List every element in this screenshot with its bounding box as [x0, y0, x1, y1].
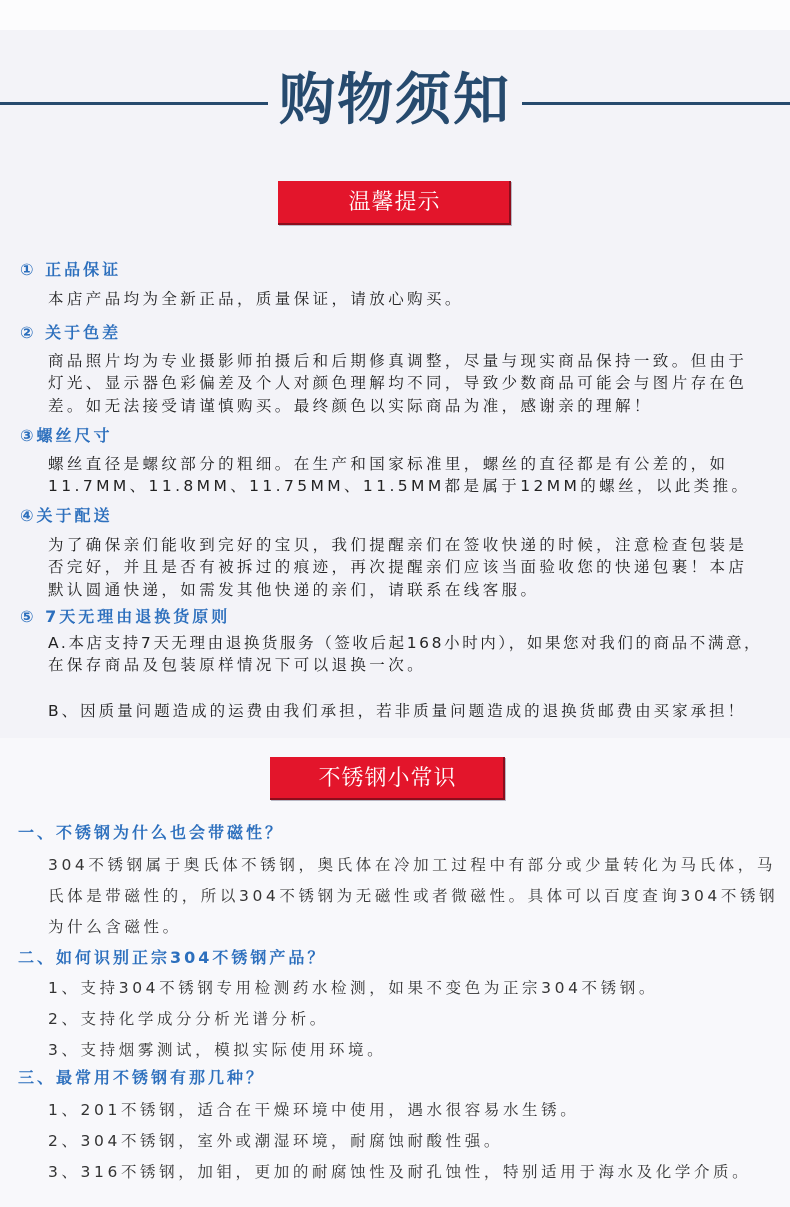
knowledge-heading-common-types: 三、最常用不锈钢有那几种？ — [18, 1068, 266, 1087]
top-band — [0, 0, 790, 30]
section-heading-color-difference: ② 关于色差 — [20, 323, 122, 342]
knowledge-heading-identify-304: 二、如何识别正宗304不锈钢产品？ — [18, 948, 327, 967]
page-title: 购物须知 — [279, 68, 511, 133]
tips-banner: 温馨提示 — [278, 181, 511, 225]
body-line: A.本店支持7天无理由退换货服务（签收后起168小时内），如果您对我们的商品不满意， — [48, 634, 763, 652]
section-heading-delivery: ④关于配送 — [20, 506, 113, 525]
body-line: 默认圆通快递，如需发其他快递的亲们，请联系在线客服。 — [48, 581, 540, 599]
body-line: 11.7MM、11.8MM、11.75MM、11.5MM都是属于12MM的螺丝，以此类推。 — [48, 477, 751, 495]
list-item: 3、316不锈钢，加钼，更加的耐腐蚀性及耐孔蚀性，特别适用于海水及化学介质。 — [48, 1163, 752, 1181]
body-line: 螺丝直径是螺纹部分的粗细。在生产和国家标准里，螺丝的直径都是有公差的，如 — [48, 455, 729, 473]
body-line: 差。如无法接受请谨慎购买。最终颜色以实际商品为准，感谢亲的理解！ — [48, 397, 653, 415]
body-line: 商品照片均为专业摄影师拍摄后和后期修真调整，尽量与现实商品保持一致。但由于 — [48, 352, 748, 370]
knowledge-banner: 不锈钢小常识 — [270, 757, 505, 800]
section-heading-authentic: ① 正品保证 — [20, 260, 122, 279]
body-line: 304不锈钢属于奥氏体不锈钢，奥氏体在冷加工过程中有部分或少量转化为马氏体，马 — [48, 856, 776, 874]
knowledge-heading-magnetism: 一、不锈钢为什么也会带磁性？ — [18, 823, 285, 842]
list-item: 2、304不锈钢，室外或潮湿环境，耐腐蚀耐酸性强。 — [48, 1132, 503, 1150]
list-item: 2、支持化学成分分析光谱分析。 — [48, 1010, 329, 1028]
list-item: 1、支持304不锈钢专用检测药水检测，如果不变色为正宗304不锈钢。 — [48, 979, 658, 997]
body-line: B、因质量问题造成的运费由我们承担，若非质量问题造成的退换货邮费由买家承担！ — [48, 702, 747, 720]
list-item: 1、201不锈钢，适合在干燥环境中使用，遇水很容易水生锈。 — [48, 1101, 580, 1119]
body-line: 为了确保亲们能收到完好的宝贝，我们提醒亲们在签收快递的时候，注意检查包装是 — [48, 536, 748, 554]
list-item: 3、支持烟雾测试，模拟实际使用环境。 — [48, 1041, 387, 1059]
body-line: 灯光、显示器色彩偏差及个人对颜色理解均不同，导致少数商品可能会与图片存在色 — [48, 374, 748, 392]
body-line: 氏体是带磁性的，所以304不锈钢为无磁性或者微磁性。具体可以百度查询304不锈钢 — [48, 887, 779, 905]
body-line: 否完好，并且是否有被拆过的痕迹，再次提醒亲们应该当面验收您的快递包裹！本店 — [48, 558, 748, 576]
section-heading-returns: ⑤ 7天无理由退换货原则 — [20, 607, 231, 626]
body-line: 本店产品均为全新正品，质量保证，请放心购买。 — [48, 290, 464, 308]
body-line: 在保存商品及包装原样情况下可以退换一次。 — [48, 656, 427, 674]
body-line: 为什么含磁性。 — [48, 918, 182, 936]
section-heading-screw-size: ③螺丝尺寸 — [20, 426, 113, 445]
